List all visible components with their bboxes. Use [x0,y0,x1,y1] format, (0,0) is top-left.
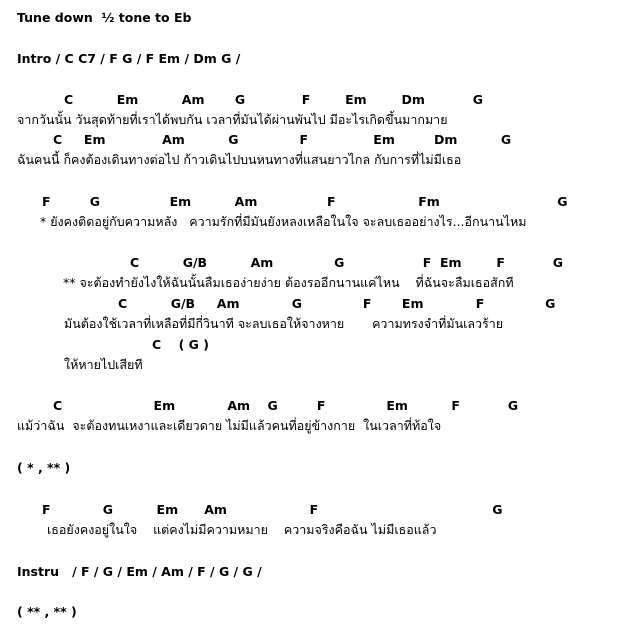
lyric-line: จากวันนั้น วันสุดท้ายที่เราได้พบกัน เวลาที่มันได้ผ่านพันไป มีอะไรเกิดขึ้นมากมาย [17,112,448,127]
chord-line: C Em Am G F Em F G [53,398,519,413]
lyric-line: ฉันคนนี้ ก็คงต้องเดินทางต่อไป ก้าวเดินไปบนหนทางที่แสนยาวไกล กับการที่ไม่มีเธอ [17,152,462,167]
chord-line: C Em Am G F Em Dm G [53,132,512,147]
lyric-line: ** จะต้องทำยังไงให้ฉันนั้นลืมเธอง่ายง่าย ต้องรออีกนานแค่ไหน ที่ฉันจะลืมเธอสักที [63,275,514,290]
chord-line: C Em Am G F Em Dm G [64,92,484,107]
repeat-marker: ( ** , ** ) [17,604,77,619]
chord-line: F G Em Am F G [42,502,503,517]
repeat-marker: ( * , ** ) [17,460,71,475]
lyric-line: มันต้องใช้เวลาที่เหลือที่มีกี่วินาที จะลบเธอให้จางหาย ความทรงจำที่มันเลวร้าย [64,316,504,331]
chord-line: C ( G ) [152,337,209,352]
chord-line: F G Em Am F Fm G [42,194,568,209]
intro-line: Intro / C C7 / F G / F Em / Dm G / [17,51,241,66]
lyric-line: เธอยังคงอยู่ในใจ แต่คงไม่มีความหมาย ความจริงคือฉัน ไม่มีเธอแล้ว [47,522,437,537]
lyric-line: ให้หายไปเสียที [64,357,143,372]
lyric-line: แม้ว่าฉัน จะต้องทนเหงาและเดียวดาย ไม่มีแล้วคนที่อยู่ข้างกาย ในเวลาที่ท้อใจ [17,418,442,433]
tune-down-note: Tune down ½ tone to Eb [17,10,192,25]
lyric-line: * ยังคงติดอยู่กับความหลัง ความรักที่มีมันยังหลงเหลือในใจ จะลบเธออย่างไร...อีกนานไหม [40,214,527,229]
instru-line: Instru / F / G / Em / Am / F / G / G / [17,564,262,579]
chord-line: C G/B Am G F Em F G [118,296,556,311]
chord-line: C G/B Am G F Em F G [130,255,564,270]
